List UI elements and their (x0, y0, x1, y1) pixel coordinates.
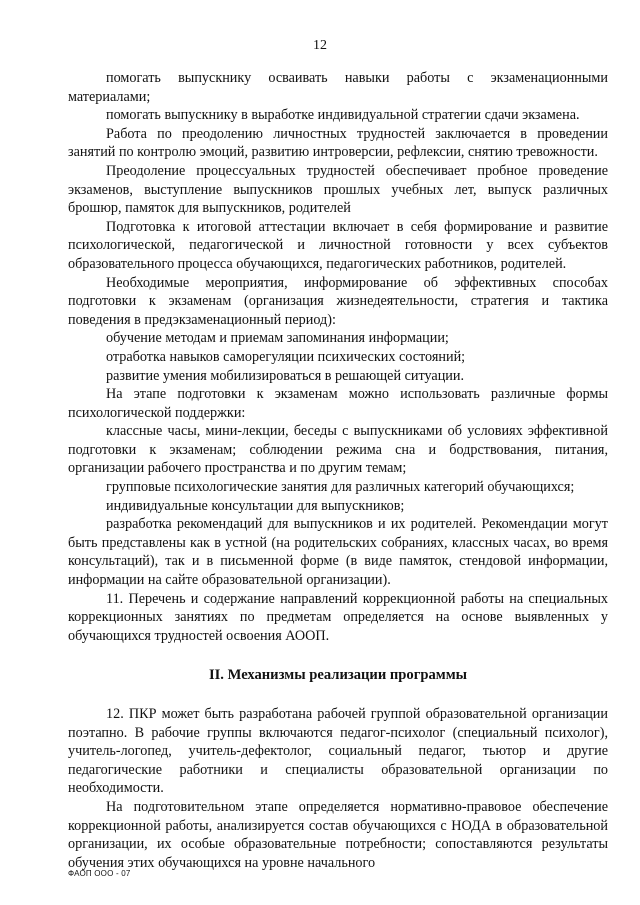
paragraph: На подготовительном этапе определяется нормативно-правовое обеспечение коррекционной работы, анализируется состав обучающихся с НОДА в образовательной организации, их особые образовательные потребности; сопоставляются результаты обучения этих обучающихся на уровне начального (68, 798, 608, 871)
paragraph: разработка рекомендаций для выпускников и их родителей. Рекомендации могут быть представлены как в устной (на родительских собраниях, классных часах, во время консультаций), так и в письменной форме (в виде памяток, стендовой информации, информации на сайте образовательной организации). (68, 516, 608, 589)
paragraph: развитие умения мобилизироваться в решающей ситуации. (106, 367, 465, 384)
paragraph: Работа по преодолению личностных трудностей заключается в проведении занятий по контролю эмоций, развитию интроверсии, рефлексии, снятию тревожности. (68, 125, 608, 161)
paragraph: обучение методам и приемам запоминания информации; (106, 330, 449, 347)
paragraph: 11. Перечень и содержание направлений коррекционной работы на специальных коррекционных занятиях по предметам определяется на основе выявленных у обучающихся трудностей освоения АООП. (68, 590, 608, 644)
paragraph: помогать выпускнику в выработке индивидуальной стратегии сдачи экзамена. (106, 107, 580, 124)
section-heading: II. Механизмы реализации программы (208, 667, 468, 684)
paragraph: 12. ПКР может быть разработана рабочей группой образовательной организации поэтапно. В рабочие группы включаются педагог-психолог (специальный психолог), учитель-логопед, учитель-дефектолог, социальный педагог, тьютор и другие педагогические работники и специалисты образовательной организации по необходимости. (68, 706, 608, 797)
paragraph: Преодоление процессуальных трудностей обеспечивает пробное проведение экзаменов, выступление выпускников прошлых учебных лет, выпуск различных брошюр, памяток для выпускников, родителей (68, 162, 608, 217)
paragraph: отработка навыков саморегуляции психических состояний; (106, 348, 466, 365)
paragraph: Необходимые мероприятия, информирование об эффективных способах подготовки к экзаменам (организация жизнедеятельности, стратегия и тактика поведения в предэкзаменационный период): (68, 274, 608, 328)
paragraph: Подготовка к итоговой аттестации включает в себя формирование и развитие психологической, педагогической и личностной готовности у всех субъектов образовательного процесса обучающихся, педагогических работников, родителей. (68, 218, 608, 272)
footer-doc-code: ФАОП ООО - 07 (68, 869, 131, 878)
page-body (68, 69, 608, 872)
paragraph: групповые психологические занятия для различных категорий обучающихся; (106, 479, 575, 496)
paragraph: На этапе подготовки к экзаменам можно использовать различные формы психологической поддержки: (68, 386, 608, 421)
paragraph: помогать выпускнику осваивать навыки работы с экзаменационными материалами; (68, 70, 608, 105)
page-number: 12 (313, 38, 327, 53)
paragraph: классные часы, мини-лекции, беседы с выпускниками об условиях эффективной подготовки к экзаменам; соблюдении режима сна и бодрствования, питания, организации рабочего пространства и по другим темам; (68, 423, 608, 477)
paragraph: индивидуальные консультации для выпускников; (106, 497, 405, 514)
